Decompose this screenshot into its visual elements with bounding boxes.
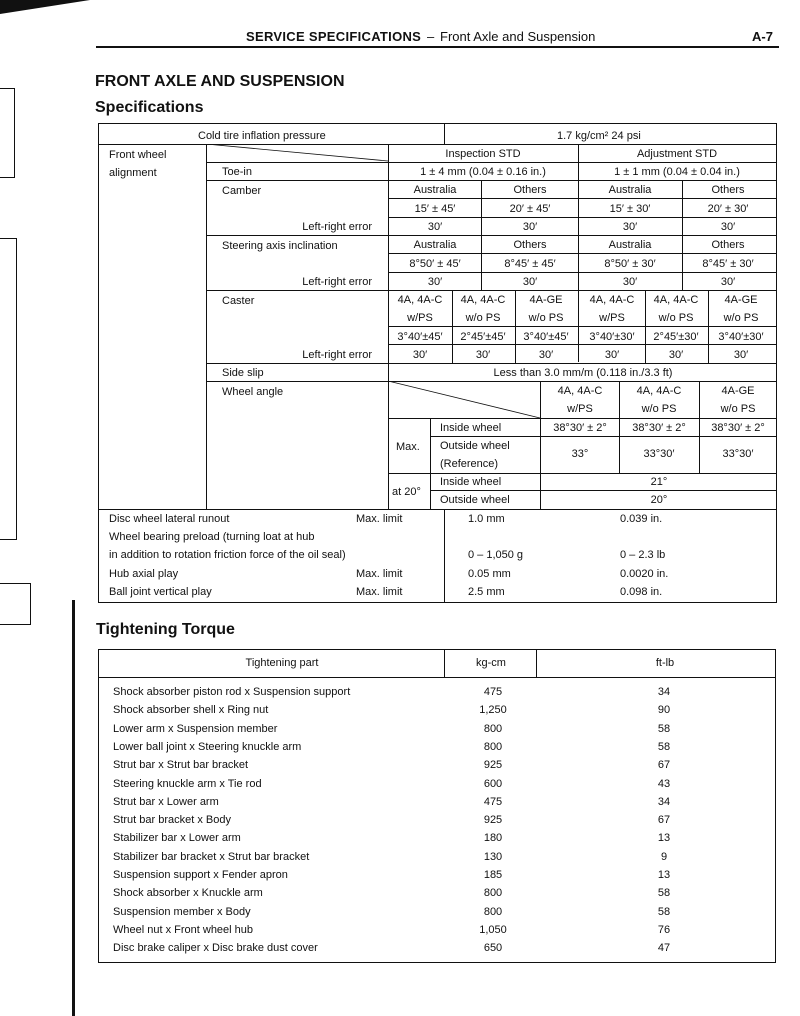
corner-mark	[0, 0, 90, 14]
inside-wheel-value: 38°30′ ± 2°	[553, 422, 607, 434]
column-header: kg-cm	[476, 657, 506, 669]
caster-label: Caster	[222, 295, 255, 307]
runout-imperial: 0.039 in.	[620, 513, 663, 525]
kg-cm-value: 925	[483, 814, 503, 826]
steering-lr-value: 30′	[522, 276, 538, 288]
tightening-part: Disc brake caliper x Disc brake dust cover	[113, 942, 318, 954]
binder-edge	[72, 600, 75, 1016]
steering-axis-label: Steering axis inclination	[222, 240, 338, 252]
adjustment-std: Adjustment STD	[636, 148, 718, 160]
tightening-part: Suspension support x Fender apron	[113, 869, 288, 881]
camber-others-adj: Others	[711, 184, 745, 196]
kg-cm-value: 475	[483, 686, 503, 698]
steering-value: 8°50′ ± 45′	[409, 258, 461, 270]
outside-wheel-value: 33°30′	[643, 448, 675, 460]
column-header: Tightening part	[245, 657, 319, 669]
runout-limit: Max. limit	[356, 513, 403, 525]
caster-ps: w/o PS	[528, 312, 564, 324]
outside-wheel-value: 33°30′	[722, 448, 754, 460]
caster-engine: 4A-GE	[529, 294, 563, 306]
ft-lb-value: 34	[657, 796, 671, 808]
header-title: SERVICE SPECIFICATIONS	[246, 29, 422, 44]
steering-value: 8°45′ ± 45′	[504, 258, 556, 270]
camber-lr-value: 30′	[622, 221, 638, 233]
caster-ps: w/o PS	[465, 312, 501, 324]
tightening-part: Lower ball joint x Steering knuckle arm	[113, 741, 302, 753]
wheel-angle-ps: w/PS	[567, 403, 593, 415]
at20-outside-label: Outside wheel	[440, 494, 510, 506]
caster-value: 3°40′±45′	[397, 331, 443, 343]
caster-lr-value: 30′	[604, 349, 620, 361]
page-number: A-7	[752, 29, 773, 44]
ft-lb-value: 76	[657, 924, 671, 936]
ft-lb-value: 58	[657, 887, 671, 899]
kg-cm-value: 600	[483, 778, 503, 790]
tightening-part: Steering knuckle arm x Tie rod	[113, 778, 262, 790]
at20-inside-label: Inside wheel	[440, 476, 502, 488]
steering-lr-label: Left-right error	[302, 276, 372, 288]
at20-inside-value: 21°	[650, 476, 668, 488]
at20-label: at 20°	[392, 486, 421, 498]
camber-lr-value: 30′	[427, 221, 443, 233]
caster-lr-value: 30′	[412, 349, 428, 361]
caster-lr-value: 30′	[668, 349, 684, 361]
kg-cm-value: 130	[483, 851, 503, 863]
camber-value: 15′ ± 45′	[414, 203, 456, 215]
steering-value: 8°45′ ± 30′	[702, 258, 754, 270]
ft-lb-value: 13	[657, 869, 671, 881]
tightening-part: Stabilizer bar x Lower arm	[113, 832, 241, 844]
camber-lr-label: Left-right error	[302, 221, 372, 233]
wheel-angle-engine: 4A, 4A-C	[557, 385, 603, 397]
preload-imperial: 0 – 2.3 lb	[620, 549, 666, 561]
caster-engine: 4A, 4A-C	[653, 294, 699, 306]
ft-lb-value: 9	[660, 851, 668, 863]
tightening-part: Strut bar x Strut bar bracket	[113, 759, 249, 771]
camber-others: Others	[513, 184, 547, 196]
ball-joint-imperial: 0.098 in.	[620, 586, 663, 598]
tightening-part: Strut bar bracket x Body	[113, 814, 231, 826]
ft-lb-value: 67	[657, 814, 671, 826]
wheel-angle-diagonal	[388, 381, 541, 419]
caster-engine: 4A-GE	[724, 294, 758, 306]
preload-metric: 0 – 1,050 g	[468, 549, 524, 561]
camber-value: 20′ ± 45′	[509, 203, 551, 215]
side-slip-label: Side slip	[222, 367, 264, 379]
caster-ps: w/PS	[407, 312, 433, 324]
preload-label: Wheel bearing preload (turning loat at hub	[109, 531, 315, 543]
tightening-part: Wheel nut x Front wheel hub	[113, 924, 254, 936]
header-dash: –	[427, 29, 435, 44]
ball-joint-limit: Max. limit	[356, 586, 403, 598]
caster-engine: 4A, 4A-C	[397, 294, 443, 306]
ft-lb-value: 58	[657, 723, 671, 735]
kg-cm-value: 800	[483, 723, 503, 735]
caster-value: 3°40′±30′	[589, 331, 635, 343]
header-subtitle: Front Axle and Suspension	[440, 29, 596, 44]
binder-edge	[0, 88, 15, 178]
tightening-part: Suspension member x Body	[113, 906, 251, 918]
wheel-angle-ps: w/o PS	[720, 403, 756, 415]
steering-australia-adj: Australia	[608, 239, 652, 251]
hub-play-label: Hub axial play	[109, 568, 179, 580]
binder-edge	[0, 238, 17, 540]
wheel-angle-ps: w/o PS	[641, 403, 677, 415]
wheel-angle-label: Wheel angle	[222, 386, 284, 398]
reference-label: (Reference)	[440, 458, 499, 470]
steering-others-adj: Others	[711, 239, 745, 251]
camber-lr-value: 30′	[720, 221, 736, 233]
ft-lb-value: 58	[657, 741, 671, 753]
inside-wheel-label: Inside wheel	[440, 422, 502, 434]
camber-value: 15′ ± 30′	[609, 203, 651, 215]
hub-play-metric: 0.05 mm	[468, 568, 511, 580]
steering-lr-value: 30′	[720, 276, 736, 288]
front-wheel-label: Front wheel	[109, 149, 167, 161]
side-slip-value: Less than 3.0 mm/m (0.118 in./3.3 ft)	[493, 367, 673, 379]
ft-lb-value: 90	[657, 704, 671, 716]
camber-australia-adj: Australia	[608, 184, 652, 196]
max-label: Max.	[396, 441, 420, 453]
ft-lb-value: 34	[657, 686, 671, 698]
hub-play-limit: Max. limit	[356, 568, 403, 580]
inspection-std: Inspection STD	[445, 148, 521, 160]
preload-label-cont: in addition to rotation friction force of the oil seal)	[109, 549, 346, 561]
kg-cm-value: 650	[483, 942, 503, 954]
camber-label: Camber	[222, 185, 262, 197]
column-header: ft-lb	[655, 657, 675, 669]
caster-ps: w/o PS	[658, 312, 694, 324]
alignment-label: alignment	[109, 167, 157, 179]
at20-outside-value: 20°	[650, 494, 668, 506]
camber-value: 20′ ± 30′	[707, 203, 749, 215]
ball-joint-label: Ball joint vertical play	[109, 586, 212, 598]
wheel-angle-engine: 4A, 4A-C	[636, 385, 682, 397]
kg-cm-value: 1,050	[479, 924, 507, 936]
caster-value: 2°45′±45′	[460, 331, 506, 343]
caster-lr-value: 30′	[733, 349, 749, 361]
tightening-part: Stabilizer bar bracket x Strut bar bracket	[113, 851, 310, 863]
steering-value: 8°50′ ± 30′	[604, 258, 656, 270]
ft-lb-value: 67	[657, 759, 671, 771]
tightening-part: Shock absorber shell x Ring nut	[113, 704, 269, 716]
inside-wheel-value: 38°30′ ± 2°	[632, 422, 686, 434]
header-diagonal	[206, 144, 389, 162]
outside-wheel-value: 33°	[571, 448, 589, 460]
caster-lr-value: 30′	[475, 349, 491, 361]
tightening-part: Lower arm x Suspension member	[113, 723, 278, 735]
binder-edge	[0, 583, 31, 625]
caster-value: 3°40′±30′	[718, 331, 764, 343]
camber-australia: Australia	[413, 184, 457, 196]
runout-metric: 1.0 mm	[468, 513, 505, 525]
kg-cm-value: 800	[483, 906, 503, 918]
caster-ps: w/o PS	[723, 312, 759, 324]
kg-cm-value: 925	[483, 759, 503, 771]
tightening-part: Shock absorber piston rod x Suspension support	[113, 686, 351, 698]
ft-lb-value: 58	[657, 906, 671, 918]
caster-engine: 4A, 4A-C	[460, 294, 506, 306]
steering-lr-value: 30′	[427, 276, 443, 288]
toe-in-label: Toe-in	[222, 166, 252, 178]
caster-lr-value: 30′	[538, 349, 554, 361]
outside-wheel-label: Outside wheel	[440, 440, 510, 452]
ft-lb-value: 47	[657, 942, 671, 954]
hub-play-imperial: 0.0020 in.	[620, 568, 669, 580]
caster-ps: w/PS	[599, 312, 625, 324]
ft-lb-value: 43	[657, 778, 671, 790]
steering-lr-value: 30′	[622, 276, 638, 288]
kg-cm-value: 180	[483, 832, 503, 844]
kg-cm-value: 800	[483, 741, 503, 753]
camber-lr-value: 30′	[522, 221, 538, 233]
tightening-part: Shock absorber x Knuckle arm	[113, 887, 263, 899]
runout-label: Disc wheel lateral runout	[109, 513, 230, 525]
ft-lb-value: 13	[657, 832, 671, 844]
inside-wheel-value: 38°30′ ± 2°	[711, 422, 765, 434]
wheel-angle-engine: 4A-GE	[721, 385, 755, 397]
kg-cm-value: 1,250	[479, 704, 507, 716]
kg-cm-value: 475	[483, 796, 503, 808]
tightening-part: Strut bar x Lower arm	[113, 796, 219, 808]
spec-heading: Specifications	[95, 99, 204, 116]
ball-joint-metric: 2.5 mm	[468, 586, 505, 598]
toe-in-inspection: 1 ± 4 mm (0.04 ± 0.16 in.)	[420, 166, 546, 178]
caster-lr-label: Left-right error	[302, 349, 372, 361]
steering-others: Others	[513, 239, 547, 251]
caster-value: 3°40′±45′	[523, 331, 569, 343]
caster-engine: 4A, 4A-C	[589, 294, 635, 306]
steering-australia: Australia	[413, 239, 457, 251]
torque-heading: Tightening Torque	[96, 621, 235, 638]
header-rule	[96, 46, 779, 48]
kg-cm-value: 800	[483, 887, 503, 899]
toe-in-adjustment: 1 ± 1 mm (0.04 ± 0.04 in.)	[614, 166, 740, 178]
kg-cm-value: 185	[483, 869, 503, 881]
section-title: FRONT AXLE AND SUSPENSION	[95, 73, 345, 90]
cold-tire-value: 1.7 kg/cm² 24 psi	[557, 130, 641, 142]
caster-value: 2°45′±30′	[653, 331, 699, 343]
cold-tire-label: Cold tire inflation pressure	[198, 130, 326, 142]
